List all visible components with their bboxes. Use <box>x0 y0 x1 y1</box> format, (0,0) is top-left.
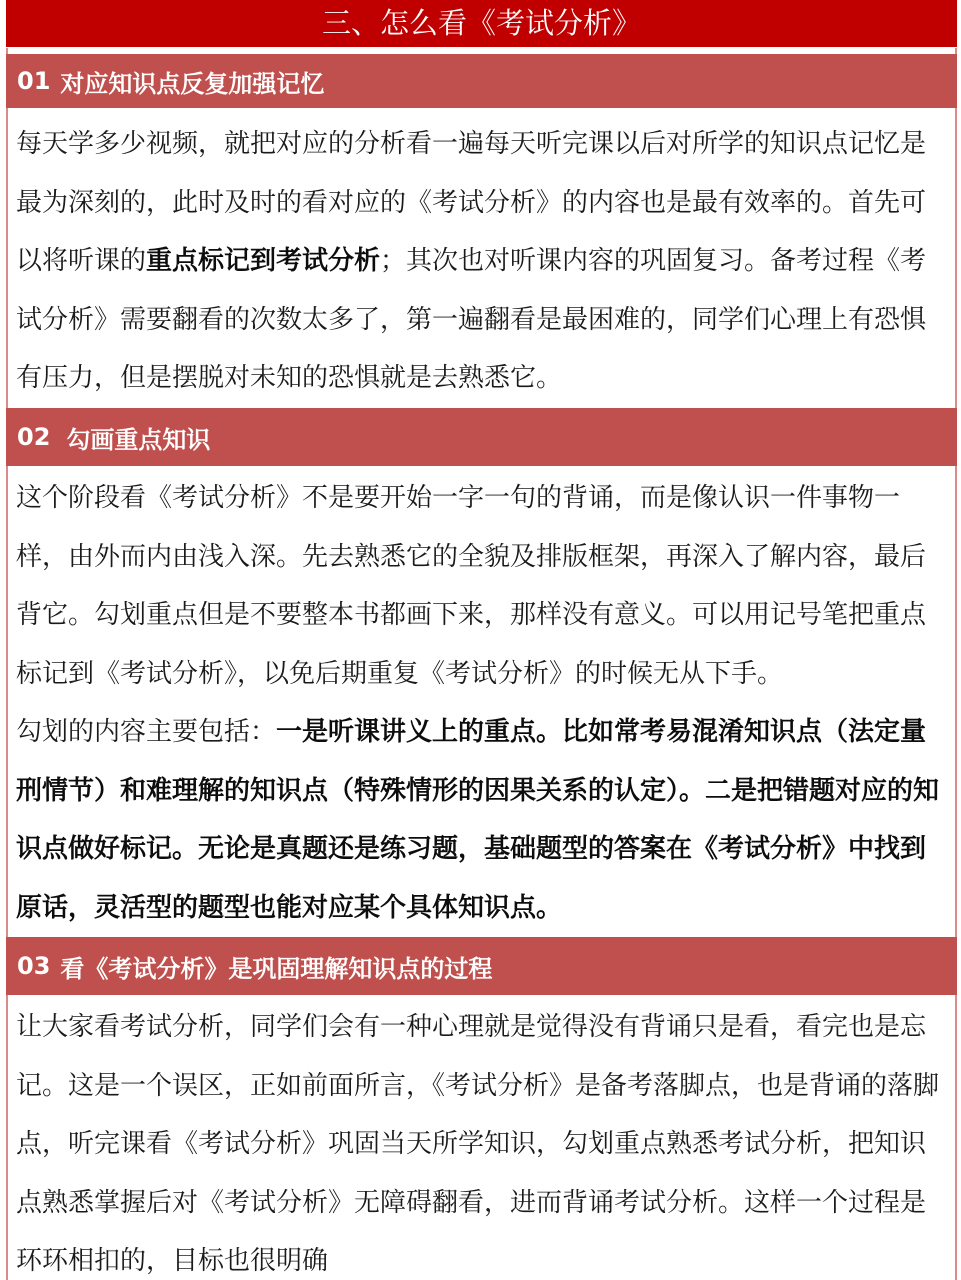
paragraph <box>16 469 947 703</box>
section-title: 看《考试分析》是巩固理解知识点的过程 <box>60 954 493 983</box>
paragraph <box>16 703 947 937</box>
bold-text-segment: 一是听课讲义上的重点。比如常考易混淆知识点（法定量刑情节）和难理解的知识点（特殊情形的因果关系的认定）。二是把错题对应的知识点做好标记。无论是真题还是练习题，基础题型的答案在《考试分析》中找到原话，灵活型的题型也能对应某个具体知识点。 <box>16 717 940 923</box>
section-02-header <box>6 408 957 466</box>
section-number: 02 <box>17 423 51 451</box>
title-bar <box>6 0 957 47</box>
paragraph <box>16 115 947 408</box>
section-title: 对应知识点反复加强记忆 <box>60 69 325 98</box>
section-01-header <box>6 54 957 108</box>
section-title: 勾画重点知识 <box>66 425 211 454</box>
text-segment: 这个阶段看《考试分析》不是要开始一字一句的背诵，而是像认识一件事物一样，由外而内由浅入深。先去熟悉它的全貌及排版框架，再深入了解内容，最后背它。勾划重点但是不要整本书都画下来，那样没有意义。可以用记号笔把重点标记到《考试分析》，以免后期重复《考试分析》的时候无从下手。 <box>16 483 927 689</box>
paragraph <box>16 998 947 1280</box>
section-03-header <box>6 937 957 995</box>
section-02-body <box>8 469 955 937</box>
text-segment: ；其次也对听课内容的巩固复习。备考过程《考试分析》需要翻看的次数太多了，第一遍翻看是最困难的，同学们心理上有恐惧有压力，但是摆脱对未知的恐惧就是去熟悉它。 <box>16 246 927 393</box>
text-segment: 每天学多少视频，就把对应的分析看一遍每天听完课以后对所学的知识点记忆是最为深刻的，此时及时的看对应的《考试分析》的内容也是最有效率的。首先可以将听课的 <box>16 129 927 276</box>
section-01-body <box>8 115 955 408</box>
page-title: 三、怎么看《考试分析》 <box>321 6 641 40</box>
bold-text-segment: 重点标记到考试分析 <box>146 246 381 276</box>
section-number: 01 <box>17 67 51 95</box>
text-segment: 勾划的内容主要包括： <box>16 717 277 747</box>
text-segment: 让大家看考试分析，同学们会有一种心理就是觉得没有背诵只是看，看完也是忘记。这是一个误区，正如前面所言，《考试分析》是备考落脚点，也是背诵的落脚点，听完课看《考试分析》巩固当天所学知识，勾划重点熟悉考试分析，把知识点熟悉掌握后对《考试分析》无障碍翻看，进而背诵考试分析。这样一个过程是环环相扣的，目标也很明确 <box>16 1012 940 1276</box>
section-number: 03 <box>17 952 51 980</box>
section-03-body <box>8 998 955 1280</box>
